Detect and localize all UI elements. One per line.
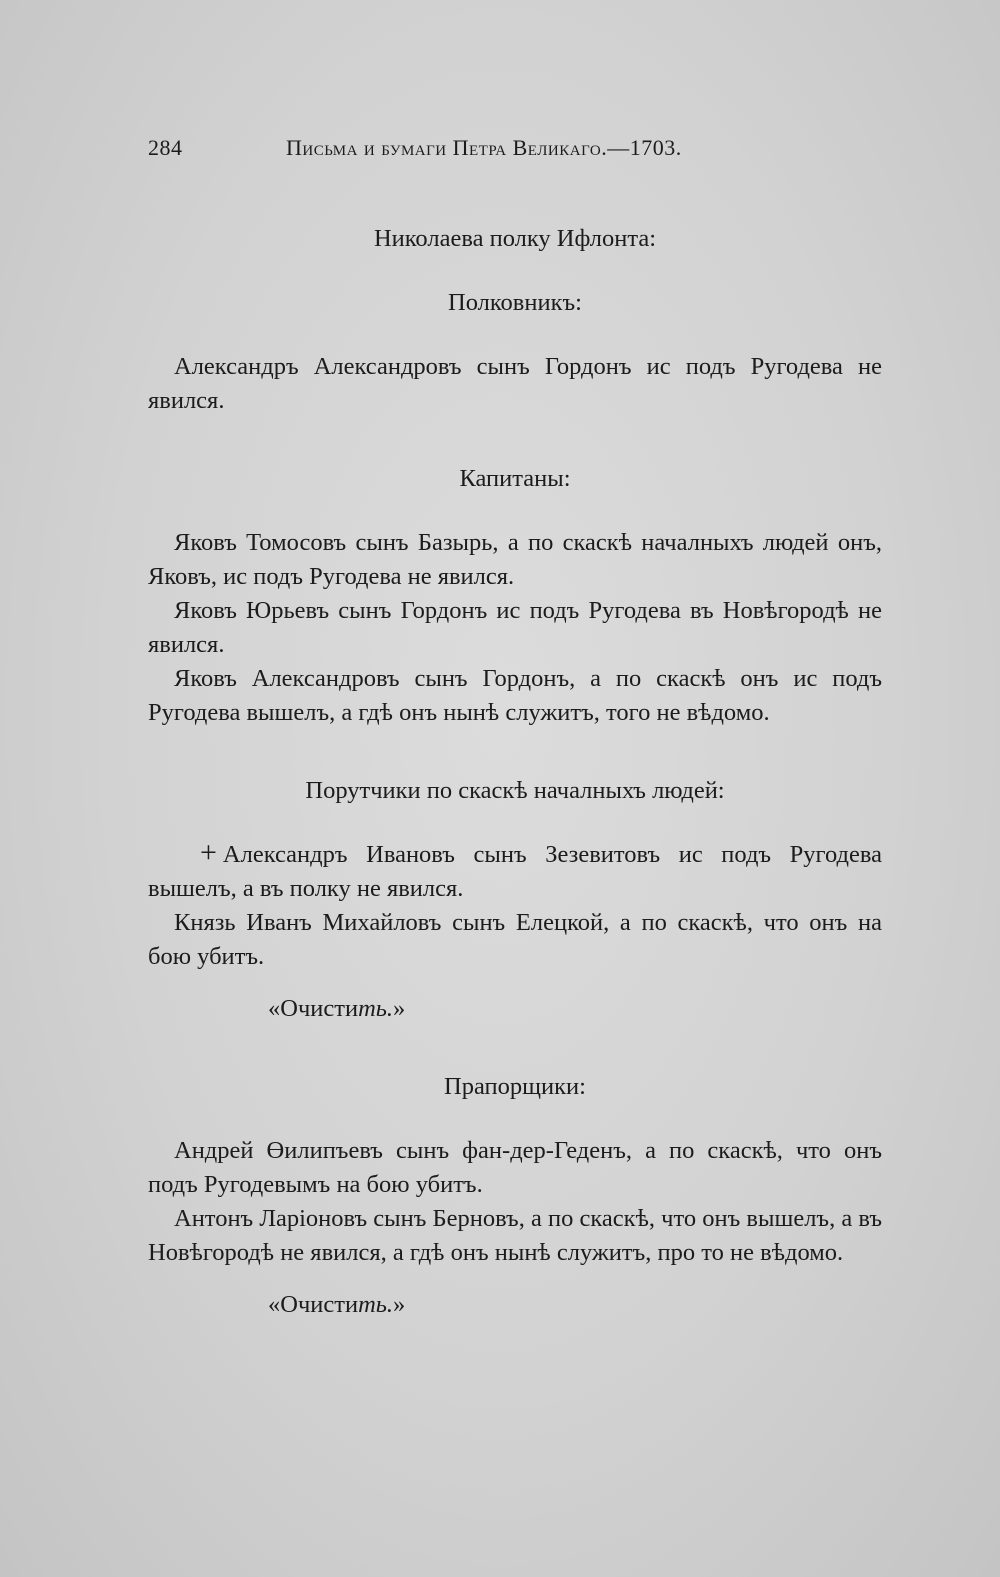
running-title: Письма и бумаги Петра Великаго.—1703. (286, 135, 682, 160)
lieutenants-heading: Порутчики по скаскѣ началныхъ людей: (305, 777, 725, 804)
colonel-heading: Полковникъ: (448, 289, 582, 316)
note-word: Очисти (280, 1291, 359, 1318)
quote-close: » (393, 1291, 406, 1318)
lieutenant-entry (148, 838, 882, 906)
captain-entry: Яковъ Александровъ сынъ Гордонъ, а по скаскѣ онъ ис подъ Ругодева вышелъ, а гдѣ онъ нынѣ служитъ, того не вѣдомо. (148, 665, 882, 726)
quote-open: « (268, 1291, 281, 1318)
colonel-entry: Александръ Александровъ сынъ Гордонъ ис подъ Ругодева не явился. (148, 353, 882, 414)
ensign-entry: Антонъ Ларіоновъ сынъ Берновъ, а по скаскѣ, что онъ вышелъ, а въ Новѣгородѣ не явился, а гдѣ онъ нынѣ служитъ, про то не вѣдомо. (148, 1205, 882, 1266)
lieutenant-text: Александръ Ивановъ сынъ Зезевитовъ ис подъ Ругодева вышелъ, а въ полку не явился. (148, 841, 882, 902)
captain-entry: Яковъ Юрьевъ сынъ Гордонъ ис подъ Ругодева въ Новѣгородѣ не явился. (148, 597, 882, 658)
clear-note (148, 992, 882, 1026)
ensign-entry: Андрей Өилипъевъ сынъ фан-дер-Геденъ, а по скаскѣ, что онъ подъ Ругодевымъ на бою убитъ. (148, 1137, 882, 1198)
regiment-heading: Николаева полку Ифлонта: (373, 225, 657, 252)
clear-note (148, 1288, 882, 1322)
page-header (148, 135, 740, 169)
lieutenant-entry: Князь Иванъ Михайловъ сынъ Елецкой, а по скаскѣ, что онъ на бою убитъ. (148, 909, 882, 970)
page-number: 284 (148, 135, 183, 160)
note-word-ending: ть. (358, 1291, 394, 1318)
captains-heading: Капитаны: (459, 465, 571, 492)
note-word-ending: ть. (358, 995, 394, 1022)
page-body (148, 222, 882, 1322)
note-word: Очисти (280, 995, 359, 1022)
quote-close: » (393, 995, 406, 1022)
ensigns-heading: Прапорщики: (444, 1073, 586, 1100)
captain-entry: Яковъ Томосовъ сынъ Базырь, а по скаскѣ началныхъ людей онъ, Яковъ, ис подъ Ругодева не явился. (148, 529, 882, 590)
quote-open: « (268, 995, 281, 1022)
cross-mark: + (200, 836, 217, 869)
